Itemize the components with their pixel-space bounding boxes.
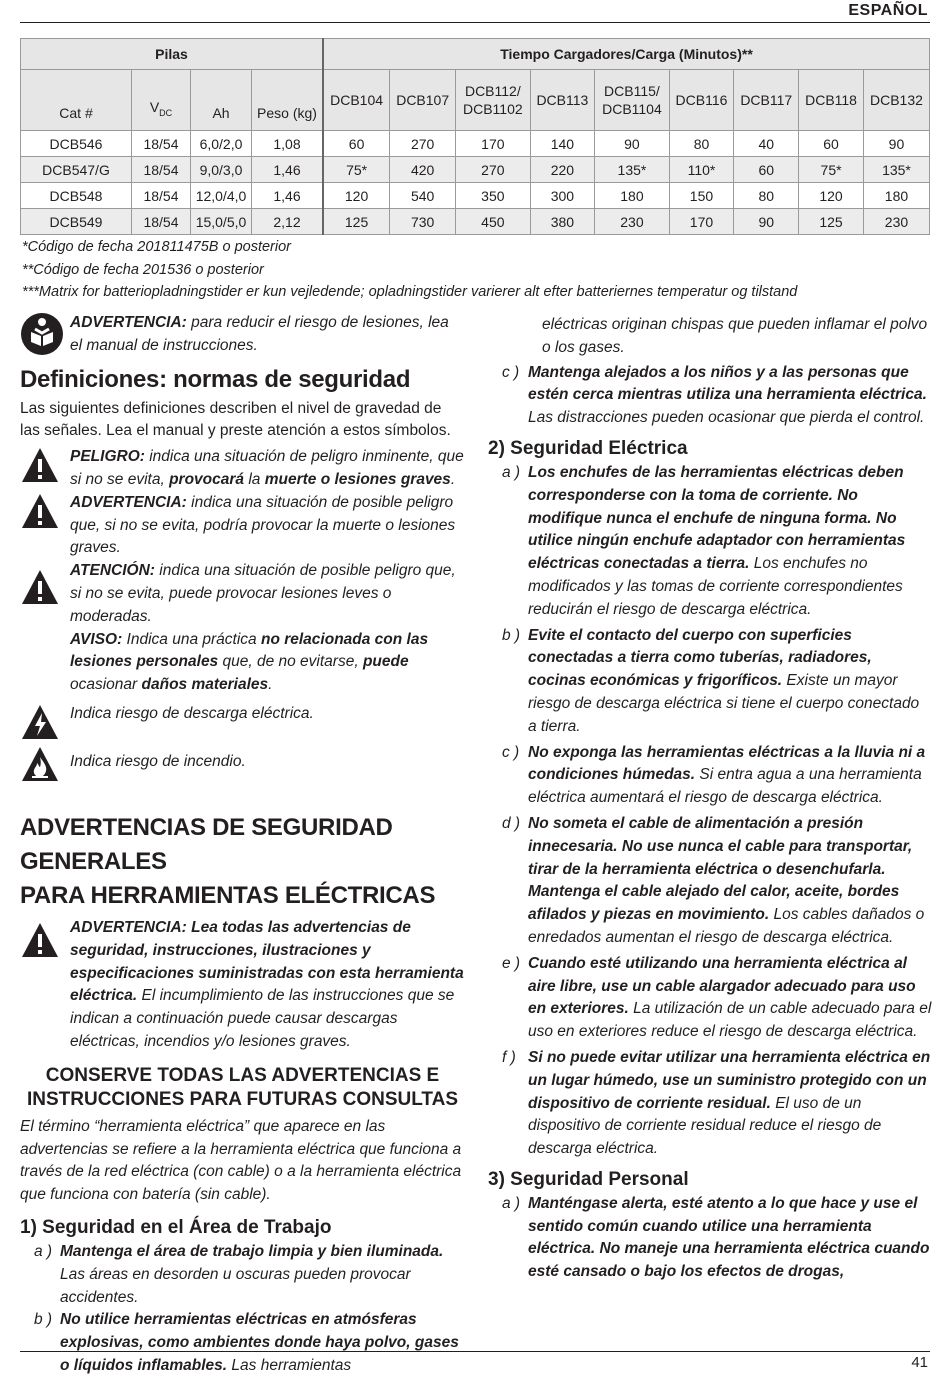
col-dcb118: DCB118 bbox=[799, 70, 864, 131]
col-dcb113: DCB113 bbox=[530, 70, 595, 131]
table-cell: 60 bbox=[799, 131, 864, 157]
warning-triangle-icon bbox=[20, 492, 70, 560]
electric-shock-icon bbox=[20, 703, 70, 743]
col-dcb116: DCB116 bbox=[669, 70, 734, 131]
col-dcb104: DCB104 bbox=[323, 70, 390, 131]
page-number: 41 bbox=[911, 1354, 928, 1371]
table-cell: 125 bbox=[799, 209, 864, 235]
table-cell: 220 bbox=[530, 157, 595, 183]
language-label: ESPAÑOL bbox=[848, 2, 928, 19]
list-item: c ) Mantenga alejados a los niños y a las personas que estén cerca mientras utiliza una herramienta eléctrica. Las distracciones pueden ocasionar que pierda el control. bbox=[502, 363, 927, 427]
list-item: a ) Manténgase alerta, esté atento a lo que hace y use el sentido común cuando utilice una herramienta eléctrica. No maneje una herramienta eléctrica cuando esté cansado o bajo los efectos de drogas, bbox=[502, 1194, 930, 1281]
section1-heading: 1) Seguridad en el Área de Trabajo bbox=[20, 1216, 332, 1238]
table-group-batteries: Pilas bbox=[21, 39, 324, 70]
atencion-definition: ATENCIÓN: indica una situación de posible peligro que, si no se evita, puede provocar lesiones leves o moderadas. bbox=[70, 562, 456, 625]
table-group-chargers: Tiempo Cargadores/Carga (Minutos)** bbox=[323, 39, 930, 70]
table-cell: 1,08 bbox=[252, 131, 324, 157]
table-cell: 450 bbox=[456, 209, 530, 235]
table-cell: 420 bbox=[390, 157, 456, 183]
table-footnotes bbox=[22, 236, 797, 304]
table-cell: 90 bbox=[734, 209, 799, 235]
table-cell: 135* bbox=[595, 157, 669, 183]
table-cell: 60 bbox=[323, 131, 390, 157]
advertencia-definition: ADVERTENCIA: indica una situación de posible peligro que, si no se evita, podría provocar la muerte o lesiones graves. bbox=[70, 493, 456, 557]
table-cell: 80 bbox=[734, 183, 799, 209]
conserve-heading-line2: INSTRUCCIONES PARA FUTURAS CONSULTAS bbox=[26, 1088, 459, 1110]
table-cell: 18/54 bbox=[132, 157, 191, 183]
general-warnings-heading-line2: PARA HERRAMIENTAS ELÉCTRICAS bbox=[20, 881, 436, 909]
col-weight: Peso (kg) bbox=[252, 70, 324, 131]
list-item: b ) No utilice herramientas eléctricas en atmósferas explosivas, como ambientes donde haya polvo, gases o líquidos inflamables. Las herramientas bbox=[34, 1311, 459, 1374]
table-cell: 170 bbox=[669, 209, 734, 235]
fire-icon bbox=[20, 745, 70, 789]
footnote: **Código de fecha 201536 o posterior bbox=[22, 261, 264, 278]
table-row bbox=[21, 209, 930, 235]
col-dcb132: DCB132 bbox=[863, 70, 929, 131]
definitions-heading: Definiciones: normas de seguridad bbox=[20, 365, 411, 393]
table-cell: 90 bbox=[863, 131, 929, 157]
list-item: e ) Cuando esté utilizando una herramienta eléctrica al aire libre, use un cable alargador adecuado para uso en exteriores. La utilización de un cable adecuado para el uso en exteriores reduce el riesgo de descarga eléctrica. bbox=[502, 954, 932, 1041]
table-cell: 60 bbox=[734, 157, 799, 183]
list-item: f ) Si no puede evitar utilizar una herramienta eléctrica en un lugar húmedo, use un suministro protegido con un dispositivo de corriente residual. El uso de un dispositivo de corriente residual reduce el riesgo de descarga eléctrica. bbox=[502, 1048, 931, 1158]
table-cell: 350 bbox=[456, 183, 530, 209]
table-cell: 18/54 bbox=[132, 183, 191, 209]
footnote: *Código de fecha 201811475B o posterior bbox=[22, 239, 291, 255]
col-dcb117: DCB117 bbox=[734, 70, 799, 131]
section2-heading: 2) Seguridad Eléctrica bbox=[488, 437, 688, 459]
conserve-heading-line1: CONSERVE TODAS LAS ADVERTENCIAS E bbox=[45, 1064, 440, 1086]
list-item: a ) Mantenga el área de trabajo limpia y bien iluminada. Las áreas en desorden u oscuras pueden provocar accidentes. bbox=[34, 1242, 444, 1306]
col-dcb112: DCB112/ DCB1102 bbox=[456, 70, 530, 131]
definitions-intro: Las siguientes definiciones describen el nivel de gravedad de las señales. Lea el manual y preste atención a estos símbolos. bbox=[20, 399, 451, 440]
list-item: c ) No exponga las herramientas eléctricas a la lluvia ni a condiciones húmedas. Si entra agua a una herramienta eléctrica aumentará el riesgo de descarga eléctrica. bbox=[502, 743, 926, 807]
warning-triangle-icon bbox=[20, 917, 70, 1054]
col-vdc: $V_{DC}$ bbox=[132, 70, 191, 131]
table-cell: 730 bbox=[390, 209, 456, 235]
table-cell: 110* bbox=[669, 157, 734, 183]
footer-rule bbox=[20, 1351, 930, 1352]
table-cell: 18/54 bbox=[132, 131, 191, 157]
caution-triangle-icon bbox=[20, 560, 70, 628]
table-cell: 270 bbox=[390, 131, 456, 157]
section3-heading: 3) Seguridad Personal bbox=[488, 1168, 689, 1190]
table-cell: 18/54 bbox=[132, 209, 191, 235]
table-cell: 75* bbox=[323, 157, 390, 183]
table-cell: 380 bbox=[530, 209, 595, 235]
table-cell: 230 bbox=[863, 209, 929, 235]
table-cell: DCB547/G bbox=[21, 157, 132, 183]
table-cell: 15,0/5,0 bbox=[191, 209, 252, 235]
table-cell: DCB546 bbox=[21, 131, 132, 157]
table-cell: 140 bbox=[530, 131, 595, 157]
left-column bbox=[20, 312, 465, 1378]
table-cell: 120 bbox=[323, 183, 390, 209]
table-cell: 9,0/3,0 bbox=[191, 157, 252, 183]
aviso-definition: AVISO: Indica una práctica no relacionada con las lesiones personales que, de no evitarse, puede ocasionar daños materiales. bbox=[70, 630, 429, 694]
table-cell: 6,0/2,0 bbox=[191, 131, 252, 157]
table-cell: DCB549 bbox=[21, 209, 132, 235]
table-row bbox=[21, 183, 930, 209]
general-warnings-heading-line1: ADVERTENCIAS DE SEGURIDAD GENERALES bbox=[20, 813, 393, 875]
table-cell: 180 bbox=[595, 183, 669, 209]
fire-definition: Indica riesgo de incendio. bbox=[70, 752, 246, 770]
table-cell: DCB548 bbox=[21, 183, 132, 209]
col-cat: Cat # bbox=[21, 70, 132, 131]
table-cell: 1,46 bbox=[252, 157, 324, 183]
shock-definition: Indica riesgo de descarga eléctrica. bbox=[70, 704, 314, 722]
col-dcb115: DCB115/ DCB1104 bbox=[595, 70, 669, 131]
table-cell: 120 bbox=[799, 183, 864, 209]
table-cell: 1,46 bbox=[252, 183, 324, 209]
table-cell: 230 bbox=[595, 209, 669, 235]
footnote: ***Matrix for batteriopladningstider er kun vejledende; opladningstider varierer alt efter batteriernes temperatur og tilstand bbox=[22, 284, 798, 300]
table-cell: 180 bbox=[863, 183, 929, 209]
list-item: d ) No someta el cable de alimentación a presión innecesaria. No use nunca el cable para transportar, tirar de la herramienta eléctrica o desenchufarla. Mantenga el cable alejado del calor, aceite, bordes afilados y piezas en movimiento. Los cables dañados o enredados aumentan el riesgo de descarga eléctrica. bbox=[502, 814, 925, 946]
col-dcb107: DCB107 bbox=[390, 70, 456, 131]
table-cell: 80 bbox=[669, 131, 734, 157]
list-item: a ) Los enchufes de las herramientas eléctricas deben corresponderse con la toma de corriente. No modifique nunca el enchufe de ninguna forma. No utilice ningún enchufe adaptador con herramientas eléctricas conectadas a tierra. Los enchufes no modificados y las tomas de corriente correspondientes reducirán el riesgo de descarga eléctrica. bbox=[502, 463, 906, 618]
table-cell: 540 bbox=[390, 183, 456, 209]
danger-triangle-icon bbox=[20, 446, 70, 492]
list-item: b ) Evite el contacto del cuerpo con superficies conectadas a tierra como tuberías, radiadores, cocinas económicas y frigoríficos. Existe un mayor riesgo de descarga eléctrica si tiene el cuerpo conectado a tierra. bbox=[502, 626, 920, 735]
table-cell: 170 bbox=[456, 131, 530, 157]
header-rule bbox=[20, 22, 930, 23]
table-row bbox=[21, 131, 930, 157]
table-cell: 2,12 bbox=[252, 209, 324, 235]
continued-text: eléctricas originan chispas que pueden inflamar el polvo o los gases. bbox=[542, 316, 928, 356]
table-row bbox=[21, 157, 930, 183]
power-tool-term: El término “herramienta eléctrica” que aparece en las advertencias se refiere a la herramienta eléctrica que funciona a través de la red eléctrica (con cable) o a la herramienta eléctrica que funciona con batería (sin cable). bbox=[20, 1117, 462, 1204]
table-cell: 40 bbox=[734, 131, 799, 157]
table-cell: 135* bbox=[863, 157, 929, 183]
general-warning-text: ADVERTENCIA: Lea todas las advertencias de seguridad, instrucciones, ilustraciones y especificaciones suministradas con esta herramienta eléctrica. El incumplimiento de las instrucciones que se indican a continuación puede causar descargas eléctricas, incendios y/o lesiones graves. bbox=[70, 918, 464, 1050]
table-cell: 125 bbox=[323, 209, 390, 235]
read-manual-warning: ADVERTENCIA: para reducir el riesgo de lesiones, lea el manual de instrucciones. bbox=[70, 314, 449, 354]
table-cell: 300 bbox=[530, 183, 595, 209]
peligro-definition: PELIGRO: indica una situación de peligro inminente, que si no se evita, provocará la muerte o lesiones graves. bbox=[70, 448, 464, 488]
table-cell: 12,0/4,0 bbox=[191, 183, 252, 209]
table-cell: 150 bbox=[669, 183, 734, 209]
table-cell: 75* bbox=[799, 157, 864, 183]
table-cell: 270 bbox=[456, 157, 530, 183]
read-manual-icon bbox=[20, 312, 70, 358]
col-ah: Ah bbox=[191, 70, 252, 131]
charging-time-table bbox=[20, 38, 930, 235]
table-cell: 90 bbox=[595, 131, 669, 157]
right-column bbox=[488, 314, 932, 1284]
